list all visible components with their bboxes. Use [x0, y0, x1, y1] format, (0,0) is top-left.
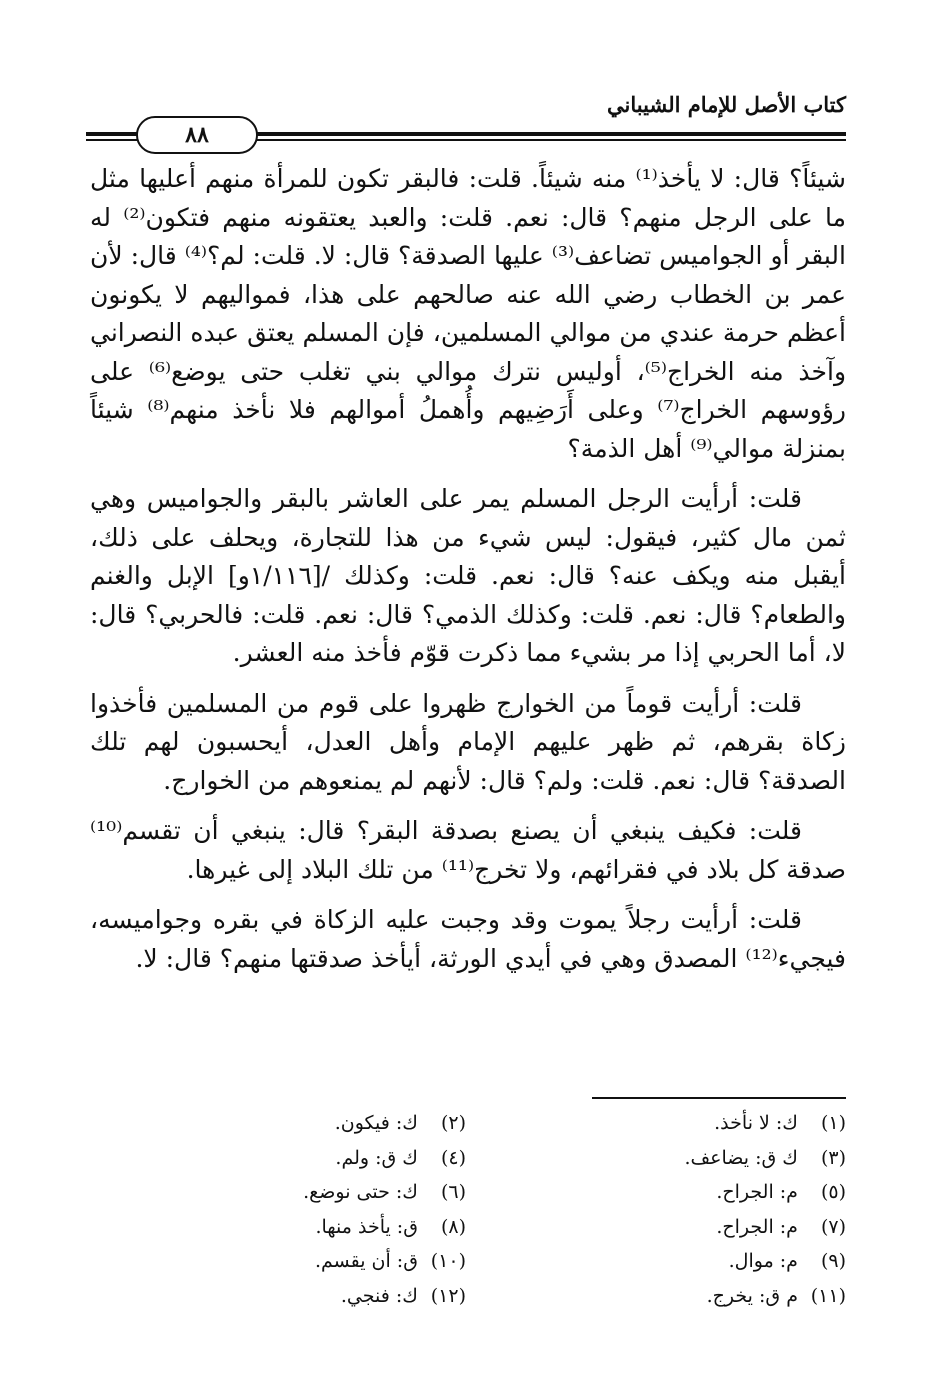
footnote-separator — [592, 1097, 846, 1099]
footnote — [315, 1250, 466, 1272]
footnote-row — [86, 1250, 846, 1285]
footnote-number: (١٢) — [430, 1284, 466, 1307]
footnote-row — [86, 1181, 846, 1216]
footnote-number: (٥) — [820, 1181, 846, 1203]
footnote-text: ق: أن يقسم. — [314, 1250, 418, 1272]
footnote-number: (١) — [820, 1112, 846, 1134]
footnote-number: (١١) — [810, 1284, 846, 1307]
footnote-text: م: الجراح. — [716, 1181, 798, 1203]
footnote-number: (٩) — [820, 1250, 846, 1272]
footnote — [716, 1216, 846, 1238]
paragraph: قلت: أرأيت رجلاً يموت وقد وجبت عليه الزكاة في بقره وجواميسه، فيجيء⁽¹²⁾ المصدق وهي في أيدي الورثة، أيأخذ صدقتها منهم؟ قال: لا. — [90, 905, 846, 973]
footnote-number: (٢) — [440, 1112, 466, 1134]
footnote — [315, 1216, 466, 1238]
footnote-number: (٨) — [440, 1215, 466, 1238]
paragraph: قلت: فكيف ينبغي أن يصنع بصدقة البقر؟ قال: ينبغي أن تقسم⁽¹⁰⁾ صدقة كل بلاد في فقرائهم، ولا تخرج⁽¹¹⁾ من تلك البلاد إلى غيرها. — [90, 816, 846, 884]
footnote-row — [86, 1285, 846, 1320]
footnote-row — [86, 1147, 846, 1182]
footnote-text: م ق: يخرج. — [706, 1284, 798, 1307]
footnote — [303, 1181, 466, 1203]
footnote-text: ك ق: ولم. — [335, 1146, 418, 1169]
footnote-text: ك: فنجي. — [340, 1284, 418, 1307]
footnote — [684, 1147, 846, 1169]
page-number: ٨٨ — [136, 116, 258, 154]
footnote-row — [86, 1216, 846, 1251]
book-title: كتاب الأصل للإمام الشيباني — [607, 92, 846, 117]
paragraph: قلت: أرأيت الرجل المسلم يمر على العاشر بالبقر والجواميس وهي ثمن مال كثير، فيقول: ليس شيء من هذا للتجارة، ويحلف على ذلك، أيقبل منه ويكف عنه؟ قال: نعم. قلت: وكذلك /[١/١١٦و] الإبل والغنم والطعام؟ قال: نعم. قلت: وكذلك الذمي؟ قال: نعم. قلت: فالحربي؟ قال: لا، أما الحربي إذا مر بشيء مما ذكرت قوّم فأخذ منه العشر. — [90, 484, 846, 667]
paragraph: شيئاً؟ قال: لا يأخذ⁽¹⁾ منه شيئاً. قلت: فالبقر تكون للمرأة منهم أعليها مثل ما على الرجل منهم؟ قال: نعم. قلت: والعبد يعتقونه منهم فتكون⁽²⁾ له البقر أو الجواميس تضاعف⁽³⁾ عليها الصدقة؟ قال: لا. قلت: لم؟⁽⁴⁾ قال: لأن عمر بن الخطاب رضي الله عنه صالحهم على هذا، فمواليهم لا يكونون أعظم حرمة عندي من موالي المسلمين، فإن المسلم يعتق عبده النصراني وآخذ منه الخراج⁽⁵⁾، أوليس نترك موالي بني تغلب حتى يوضع⁽⁶⁾ على رؤوسهم الخراج⁽⁷⁾ وعلى أَرَضِيهم وأُهملُ أموالهم فلا نأخذ منهم⁽⁸⁾ شيئاً بمنزلة موالي⁽⁹⁾ أهل الذمة؟ — [90, 164, 847, 463]
page-header — [86, 88, 846, 158]
footnote — [714, 1112, 846, 1134]
footnote-row — [86, 1112, 846, 1147]
footnote-number: (٤) — [440, 1146, 466, 1169]
footnote — [335, 1147, 466, 1169]
footnotes — [86, 1112, 846, 1319]
footnote — [341, 1285, 466, 1307]
footnote-text: م: الجراح. — [716, 1215, 798, 1238]
footnote-number: (٦) — [440, 1181, 466, 1203]
main-text — [90, 160, 846, 990]
footnote — [716, 1181, 846, 1203]
footnote-text: ك ق: يضاعف. — [684, 1146, 798, 1169]
footnote-text: م: موال. — [728, 1250, 798, 1272]
footnote-text: ق: يأخذ منها. — [315, 1215, 418, 1238]
footnote-text: ك: فيكون. — [334, 1112, 418, 1134]
footnote-text: ك: حتى نوضع. — [303, 1181, 418, 1203]
paragraph: قلت: أرأيت قوماً من الخوارج ظهروا على قوم من المسلمين فأخذوا زكاة بقرهم، ثم ظهر عليهم الإمام وأهل العدل، أيحسبون لهم تلك الصدقة؟ قال: نعم. قلت: ولم؟ قال: لأنهم لم يمنعوهم من الخوارج. — [90, 688, 846, 795]
footnote — [335, 1112, 466, 1134]
footnote-number: (١٠) — [430, 1250, 466, 1272]
footnote — [729, 1250, 846, 1272]
footnote-number: (٣) — [820, 1146, 846, 1169]
footnote-number: (٧) — [820, 1215, 846, 1238]
footnote — [707, 1285, 846, 1307]
footnote-text: ك: لا نأخذ. — [714, 1112, 798, 1134]
